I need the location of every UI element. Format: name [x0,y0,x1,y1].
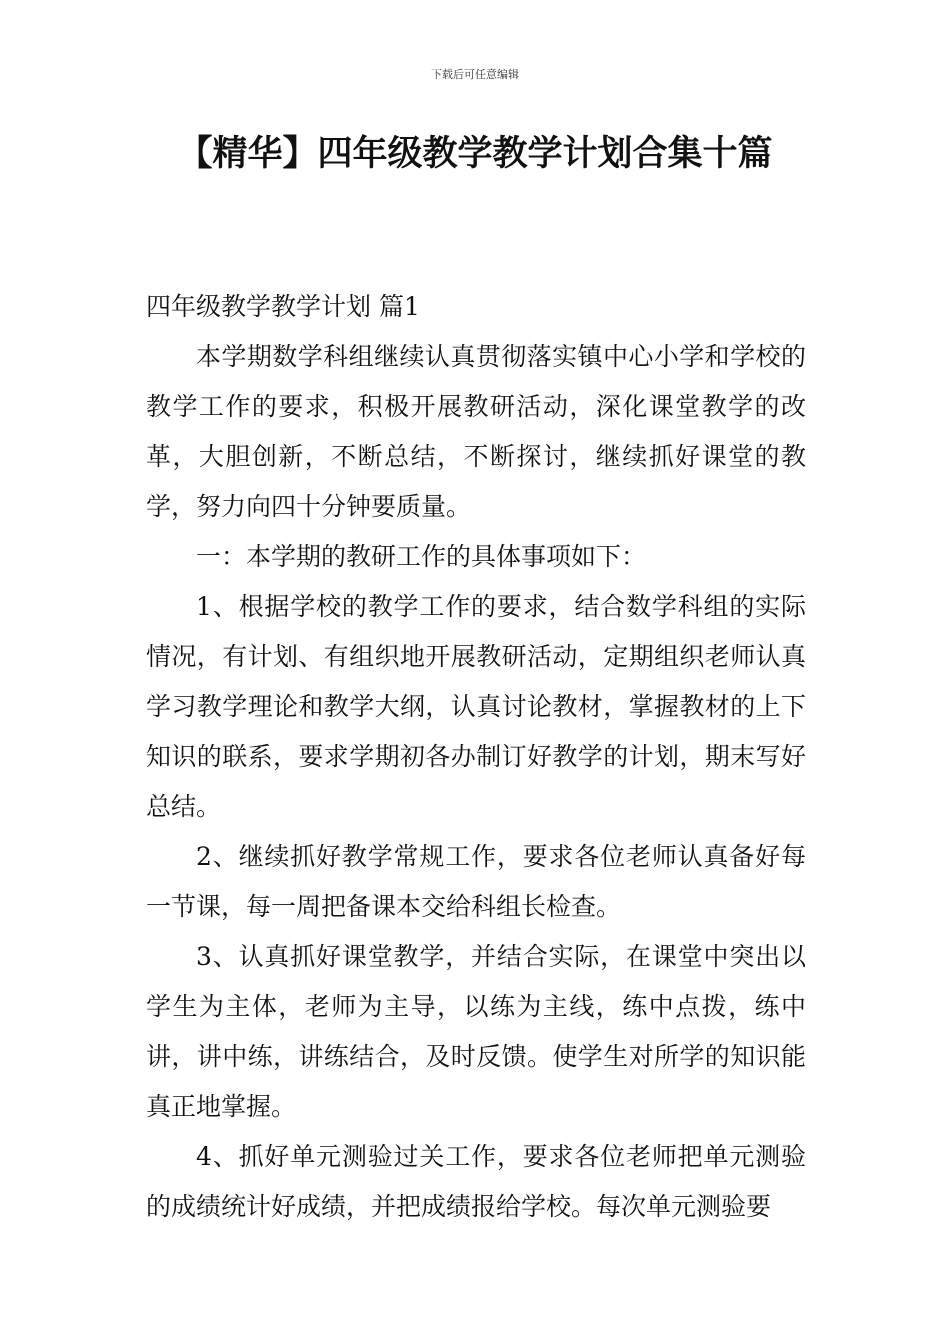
paragraph-item-2: 2、继续抓好教学常规工作，要求各位老师认真备好每一节课，每一周把备课本交给科组长检查。 [146,842,806,921]
header-note: 下载后可任意编辑 [431,68,519,81]
document-body [146,282,806,1232]
section-heading: 四年级教学教学计划 篇1 [146,292,420,321]
document-title: 【精华】四年级教学教学计划合集十篇 [177,134,773,174]
paragraph-item-4: 4、抓好单元测验过关工作，要求各位老师把单元测验的成绩统计好成绩，并把成绩报给学校。每次单元测验要 [146,1142,806,1221]
paragraph-subheading: 一：本学期的教研工作的具体事项如下： [196,542,647,571]
paragraph-item-3: 3、认真抓好课堂教学，并结合实际，在课堂中突出以学生为主体，老师为主导，以练为主线，练中点拨，练中讲，讲中练，讲练结合，及时反馈。使学生对所学的知识能真正地掌握。 [146,942,806,1121]
paragraph-item-1: 1、根据学校的教学工作的要求，结合数学科组的实际情况，有计划、有组织地开展教研活动，定期组织老师认真学习教学理论和教学大纲，认真讨论教材，掌握教材的上下知识的联系，要求学期初各办制订好教学的计划，期末写好总结。 [146,592,806,821]
paragraph-intro: 本学期数学科组继续认真贯彻落实镇中心小学和学校的教学工作的要求，积极开展教研活动，深化课堂教学的改革，大胆创新，不断总结，不断探讨，继续抓好课堂的教学，努力向四十分钟要质量。 [146,342,806,521]
